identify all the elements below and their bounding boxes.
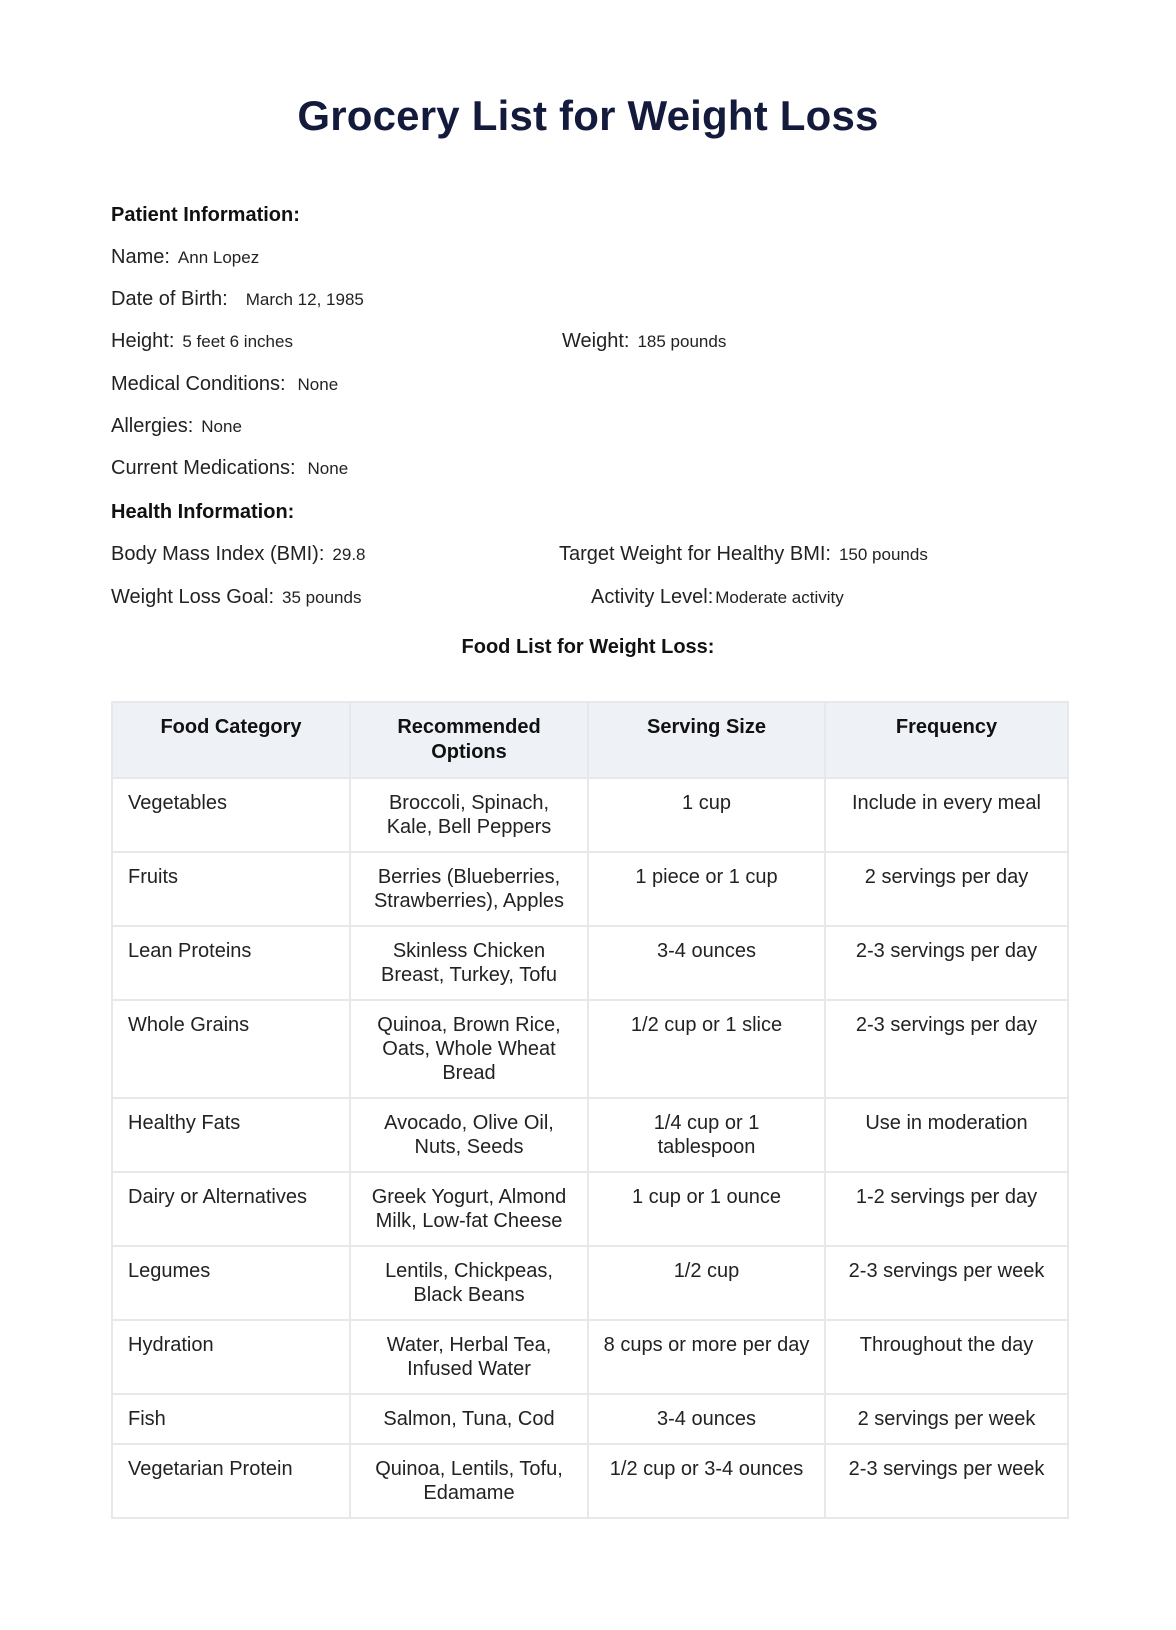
options-cell: Greek Yogurt, Almond Milk, Low-fat Cheese [350, 1172, 588, 1246]
frequency-cell: 2-3 servings per day [825, 926, 1068, 1000]
column-header-food-category: Food Category [112, 702, 350, 778]
options-cell: Salmon, Tuna, Cod [350, 1394, 588, 1444]
food-category-cell: Fish [112, 1394, 350, 1444]
food-category-cell: Healthy Fats [112, 1098, 350, 1172]
bmi-field [111, 543, 366, 566]
weight-loss-goal-label: Weight Loss Goal: [111, 586, 275, 608]
serving-size-cell: 1/2 cup or 3-4 ounces [588, 1444, 825, 1518]
food-category-cell: Dairy or Alternatives [112, 1172, 350, 1246]
frequency-cell: Include in every meal [825, 778, 1068, 852]
table-row [112, 1246, 1068, 1320]
target-weight-value: 150 pounds [838, 545, 928, 564]
conditions-label: Medical Conditions: [111, 373, 286, 395]
dob-label: Date of Birth: [111, 288, 228, 310]
options-cell: Water, Herbal Tea, Infused Water [350, 1320, 588, 1394]
conditions-field [111, 373, 338, 396]
height-field [111, 330, 293, 353]
food-category-cell: Vegetables [112, 778, 350, 852]
frequency-cell: 2-3 servings per week [825, 1444, 1068, 1518]
options-cell: Quinoa, Brown Rice, Oats, Whole Wheat Bread [350, 1000, 588, 1098]
medications-field [111, 457, 348, 480]
activity-level-field [591, 586, 844, 609]
weight-loss-goal-value: 35 pounds [282, 588, 362, 607]
food-category-cell: Whole Grains [112, 1000, 350, 1098]
weight-label: Weight: [562, 330, 630, 352]
options-cell: Skinless Chicken Breast, Turkey, Tofu [350, 926, 588, 1000]
weight-loss-goal-field [111, 586, 361, 609]
table-row [112, 778, 1068, 852]
serving-size-cell: 8 cups or more per day [588, 1320, 825, 1394]
serving-size-cell: 1/2 cup [588, 1246, 825, 1320]
target-weight-field [559, 543, 928, 566]
frequency-cell: Use in moderation [825, 1098, 1068, 1172]
column-header-recommended-options: Recommended Options [350, 702, 588, 778]
food-category-cell: Vegetarian Protein [112, 1444, 350, 1518]
food-category-cell: Hydration [112, 1320, 350, 1394]
target-weight-label: Target Weight for Healthy BMI: [559, 543, 831, 565]
frequency-cell: 1-2 servings per day [825, 1172, 1068, 1246]
table-row [112, 1098, 1068, 1172]
serving-size-cell: 1 cup or 1 ounce [588, 1172, 825, 1246]
food-category-cell: Lean Proteins [112, 926, 350, 1000]
bmi-value: 29.8 [332, 545, 366, 564]
activity-level-value: Moderate activity [715, 588, 844, 607]
height-value: 5 feet 6 inches [182, 332, 293, 351]
options-cell: Quinoa, Lentils, Tofu, Edamame [350, 1444, 588, 1518]
page-title: Grocery List for Weight Loss [297, 92, 879, 139]
table-row [112, 852, 1068, 926]
column-header-frequency: Frequency [825, 702, 1068, 778]
options-cell: Lentils, Chickpeas, Black Beans [350, 1246, 588, 1320]
name-label: Name: [111, 246, 170, 268]
serving-size-cell: 1 cup [588, 778, 825, 852]
food-table [111, 701, 1069, 1519]
table-row [112, 1320, 1068, 1394]
frequency-cell: 2-3 servings per day [825, 1000, 1068, 1098]
dob-field [111, 288, 364, 311]
food-category-cell: Legumes [112, 1246, 350, 1320]
activity-level-label: Activity Level: [591, 586, 714, 608]
table-header-row [112, 702, 1068, 778]
bmi-label: Body Mass Index (BMI): [111, 543, 325, 565]
food-list-heading: Food List for Weight Loss: [461, 636, 715, 658]
patient-info-heading: Patient Information: [111, 204, 300, 226]
options-cell: Broccoli, Spinach, Kale, Bell Peppers [350, 778, 588, 852]
options-cell: Berries (Blueberries, Strawberries), Apples [350, 852, 588, 926]
medications-label: Current Medications: [111, 457, 296, 479]
table-row [112, 1000, 1068, 1098]
height-label: Height: [111, 330, 175, 352]
table-row [112, 1444, 1068, 1518]
serving-size-cell: 3-4 ounces [588, 926, 825, 1000]
health-info-heading: Health Information: [111, 501, 295, 523]
weight-value: 185 pounds [637, 332, 727, 351]
name-value: Ann Lopez [177, 248, 260, 267]
table-row [112, 1172, 1068, 1246]
name-field [111, 246, 259, 269]
frequency-cell: Throughout the day [825, 1320, 1068, 1394]
serving-size-cell: 1/4 cup or 1 tablespoon [588, 1098, 825, 1172]
frequency-cell: 2 servings per day [825, 852, 1068, 926]
frequency-cell: 2 servings per week [825, 1394, 1068, 1444]
table-row [112, 926, 1068, 1000]
allergies-field [111, 415, 242, 438]
options-cell: Avocado, Olive Oil, Nuts, Seeds [350, 1098, 588, 1172]
weight-field [562, 330, 726, 353]
frequency-cell: 2-3 servings per week [825, 1246, 1068, 1320]
medications-value: None [307, 459, 349, 478]
food-category-cell: Fruits [112, 852, 350, 926]
column-header-serving-size: Serving Size [588, 702, 825, 778]
allergies-value: None [201, 417, 242, 436]
table-row [112, 1394, 1068, 1444]
serving-size-cell: 1/2 cup or 1 slice [588, 1000, 825, 1098]
dob-value: March 12, 1985 [245, 290, 364, 309]
conditions-value: None [297, 375, 339, 394]
allergies-label: Allergies: [111, 415, 194, 437]
serving-size-cell: 1 piece or 1 cup [588, 852, 825, 926]
serving-size-cell: 3-4 ounces [588, 1394, 825, 1444]
